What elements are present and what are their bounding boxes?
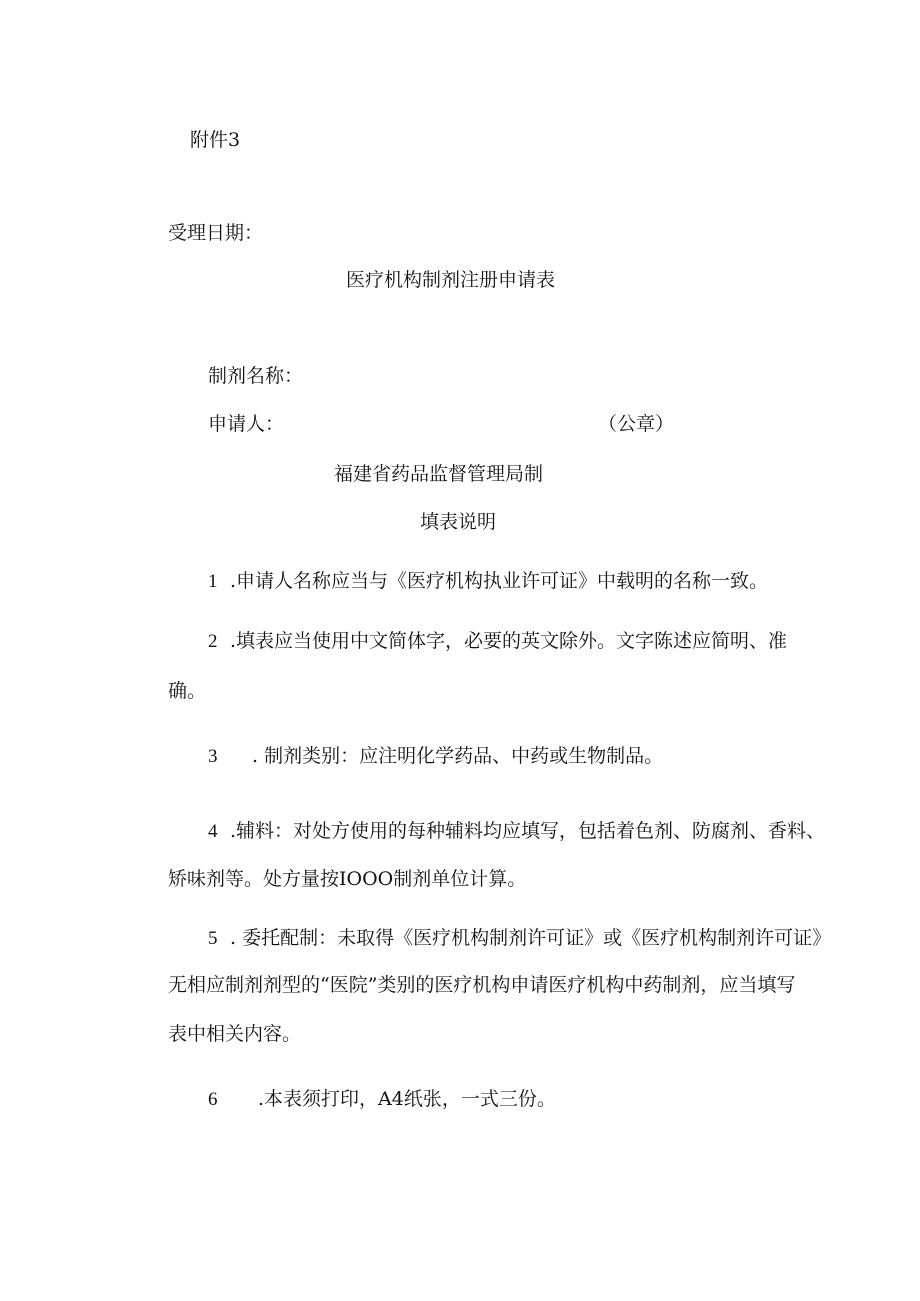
instruction-number: 6 [208,1089,218,1110]
acceptance-date-label: 受理日期： [168,222,264,244]
instruction-text: .填表应当使用中文简体字，必要的英文除外。文字陈述应简明、准 [230,630,788,652]
instruction-text-continued: 无相应制剂剂型的“医院”类别的医疗机构申请医疗机构中药制剂，应当填写 [168,974,796,996]
instruction-text: .申请人名称应当与《医疗机构执业许可证》中载明的名称一致。 [230,570,769,592]
instruction-number: 4 [208,821,218,842]
instruction-text: . 制剂类别：应注明化学药品、中药或生物制品。 [252,745,664,767]
instruction-text: . 委托配制：未取得《医疗机构制剂许可证》或《医疗机构制剂许可证》 [230,927,832,949]
issuer-label: 福建省药品监督管理局制 [334,463,544,485]
instruction-text-continued: 表中相关内容。 [168,1023,302,1045]
instruction-text: .本表须打印，A4纸张，一式三份。 [258,1088,556,1110]
instruction-number: 2 [208,631,218,652]
preparation-name-label: 制剂名称： [208,365,304,387]
instruction-text-continued: 确。 [168,680,207,702]
form-title: 医疗机构制剂注册申请表 [346,269,556,291]
instruction-number: 1 [208,571,218,592]
instruction-number: 5 [208,928,218,949]
applicant-label: 申请人： [208,413,285,435]
instruction-text: .辅料：对处方使用的每种辅料均应填写，包括着色剂、防腐剂、香料、 [230,820,826,842]
instructions-title: 填表说明 [420,511,497,533]
seal-label: （公章） [598,413,675,435]
instruction-number: 3 [208,746,218,767]
attachment-label: 附件3 [190,129,241,151]
instruction-text-continued: 矫味剂等。处方量按IOOO制剂单位计算。 [168,868,527,890]
